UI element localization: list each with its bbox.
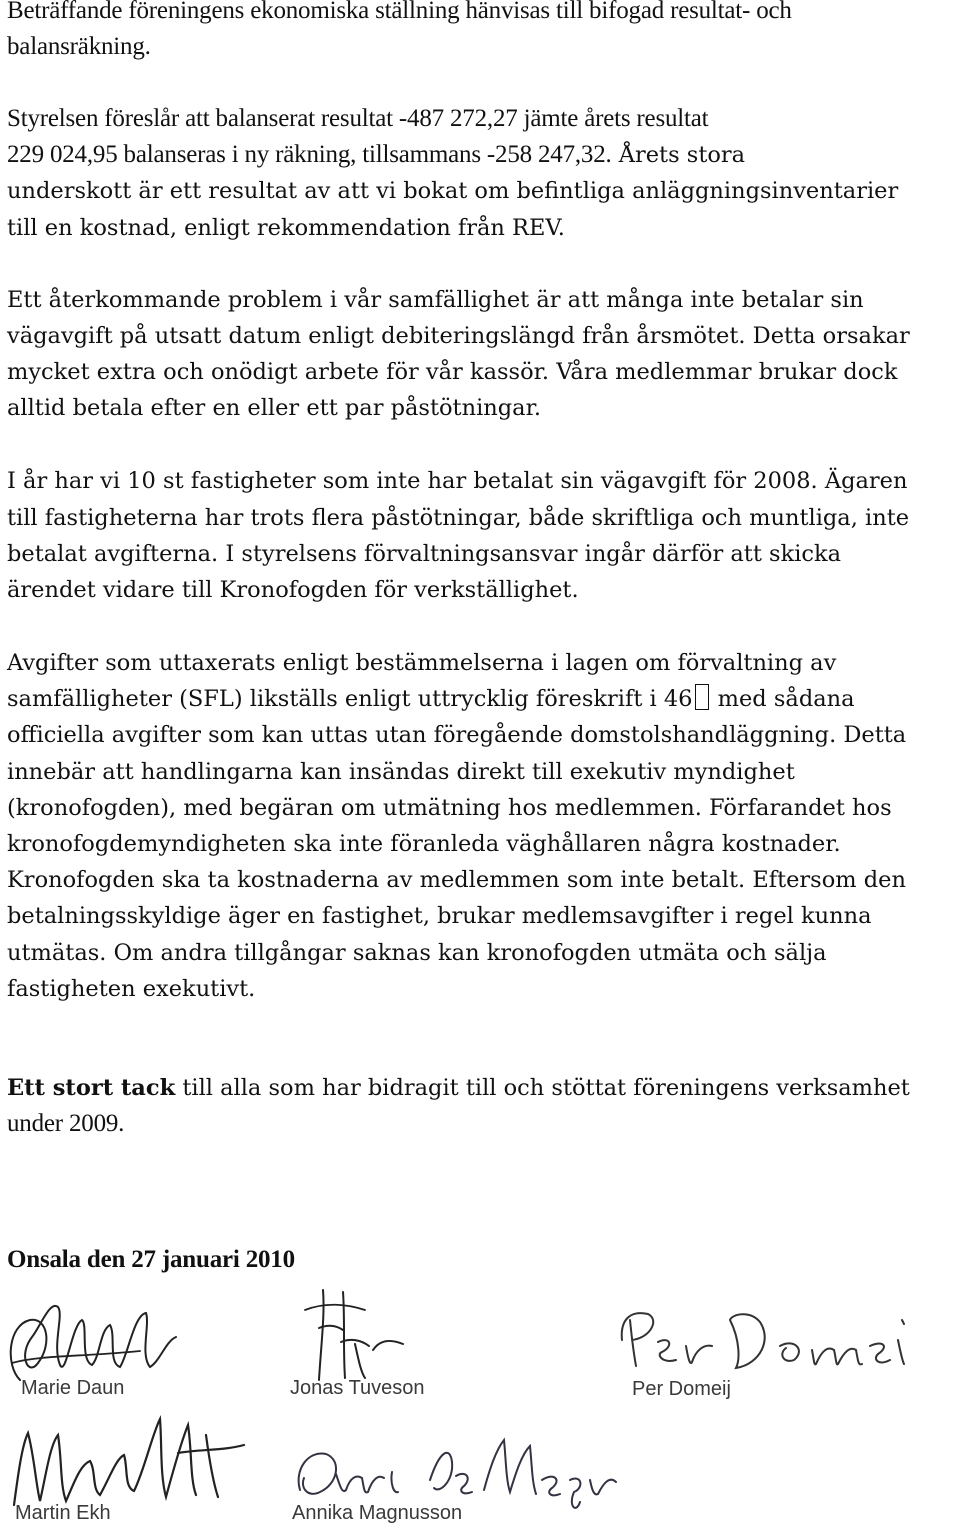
signature-per-domeij xyxy=(600,1280,920,1410)
paragraph-line: mycket extra och onödigt arbete för vår kassör. Våra medlemmar brukar dock xyxy=(7,359,898,385)
paragraph-line: I år har vi 10 st fastigheter som inte har betalat sin vägavgift för 2008. Ägaren xyxy=(7,468,908,494)
thanks-line: under 2009. xyxy=(7,1110,125,1137)
signatory-name: Jonas Tuveson xyxy=(290,1377,425,1399)
paragraph-text: samfälligheter (SFL) likställs enligt uttrycklig föreskrift i 46 xyxy=(7,686,693,712)
paragraph-line: betalat avgifterna. I styrelsens förvaltningsansvar ingår därför att skicka xyxy=(7,541,842,567)
paragraph-text: 229 024,95 balanseras i ny räkning, tillsammans -258 247,32. xyxy=(7,141,612,168)
paragraph-sign-box xyxy=(695,684,709,710)
paragraph-line: innebär att handlingarna kan insändas direkt till exekutiv myndighet xyxy=(7,759,795,785)
paragraph-line: Kronofogden ska ta kostnaderna av medlemmen som inte betalt. Eftersom den xyxy=(7,867,906,893)
paragraph-line: Beträffande föreningens ekonomiska ställning hänvisas till bifogad resultat- och xyxy=(7,0,792,24)
paragraph-text: med sådana xyxy=(710,686,855,712)
paragraph-line: till fastigheterna har trots flera påstötningar, både skriftliga och muntliga, inte xyxy=(7,505,910,531)
paragraph-line: underskott är ett resultat av att vi bokat om befintliga anläggningsinventarier xyxy=(7,178,899,204)
signature-jonas-tuveson xyxy=(285,1280,485,1405)
paragraph-line: kronofogdemyndigheten ska inte föranleda väghållaren några kostnader. xyxy=(7,831,841,857)
signatory-name: Annika Magnusson xyxy=(292,1502,463,1524)
signatory-name: Per Domeij xyxy=(632,1378,731,1400)
paragraph-line xyxy=(7,137,745,173)
paragraph-line: Styrelsen föreslår att balanserat resultat -487 272,27 jämte årets resultat xyxy=(7,105,709,132)
paragraph-text: Årets stora xyxy=(611,142,746,168)
signature-martin-ekh xyxy=(0,1405,280,1530)
signature-annika-magnusson xyxy=(280,1410,640,1535)
paragraph-line: utmätas. Om andra tillgångar saknas kan kronofogden utmäta och sälja xyxy=(7,940,827,966)
thanks-bold: Ett stort tack xyxy=(7,1075,176,1101)
paragraph-line: (kronofogden), med begäran om utmätning hos medlemmen. Förfarandet hos xyxy=(7,795,892,821)
paragraph-line: officiella avgifter som kan uttas utan föregående domstolshandläggning. Detta xyxy=(7,722,907,748)
paragraph-line: till en kostnad, enligt rekommendation från REV. xyxy=(7,215,565,241)
place-date: Onsala den 27 januari 2010 xyxy=(7,1246,295,1273)
signatory-name: Martin Ekh xyxy=(15,1502,111,1524)
paragraph-line: vägavgift på utsatt datum enligt debiteringslängd från årsmötet. Detta orsakar xyxy=(7,323,910,349)
paragraph-line: Ett återkommande problem i vår samfällighet är att många inte betalar sin xyxy=(7,287,864,313)
signature-marie-daun xyxy=(0,1285,240,1405)
signatory-name: Marie Daun xyxy=(21,1377,125,1399)
paragraph-line: alltid betala efter en eller ett par påstötningar. xyxy=(7,395,542,421)
paragraph-line: ärendet vidare till Kronofogden för verkställighet. xyxy=(7,577,579,603)
paragraph-line: betalningsskyldige äger en fastighet, brukar medlemsavgifter i regel kunna xyxy=(7,903,872,929)
thanks-line xyxy=(7,1070,910,1106)
paragraph-line: balansräkning. xyxy=(7,33,151,60)
paragraph-line xyxy=(7,681,855,717)
paragraph-line: Avgifter som uttaxerats enligt bestämmelserna i lagen om förvaltning av xyxy=(7,650,837,676)
thanks-text: till alla som har bidragit till och stöttat föreningens verksamhet xyxy=(175,1075,910,1101)
paragraph-line: fastigheten exekutivt. xyxy=(7,976,256,1002)
